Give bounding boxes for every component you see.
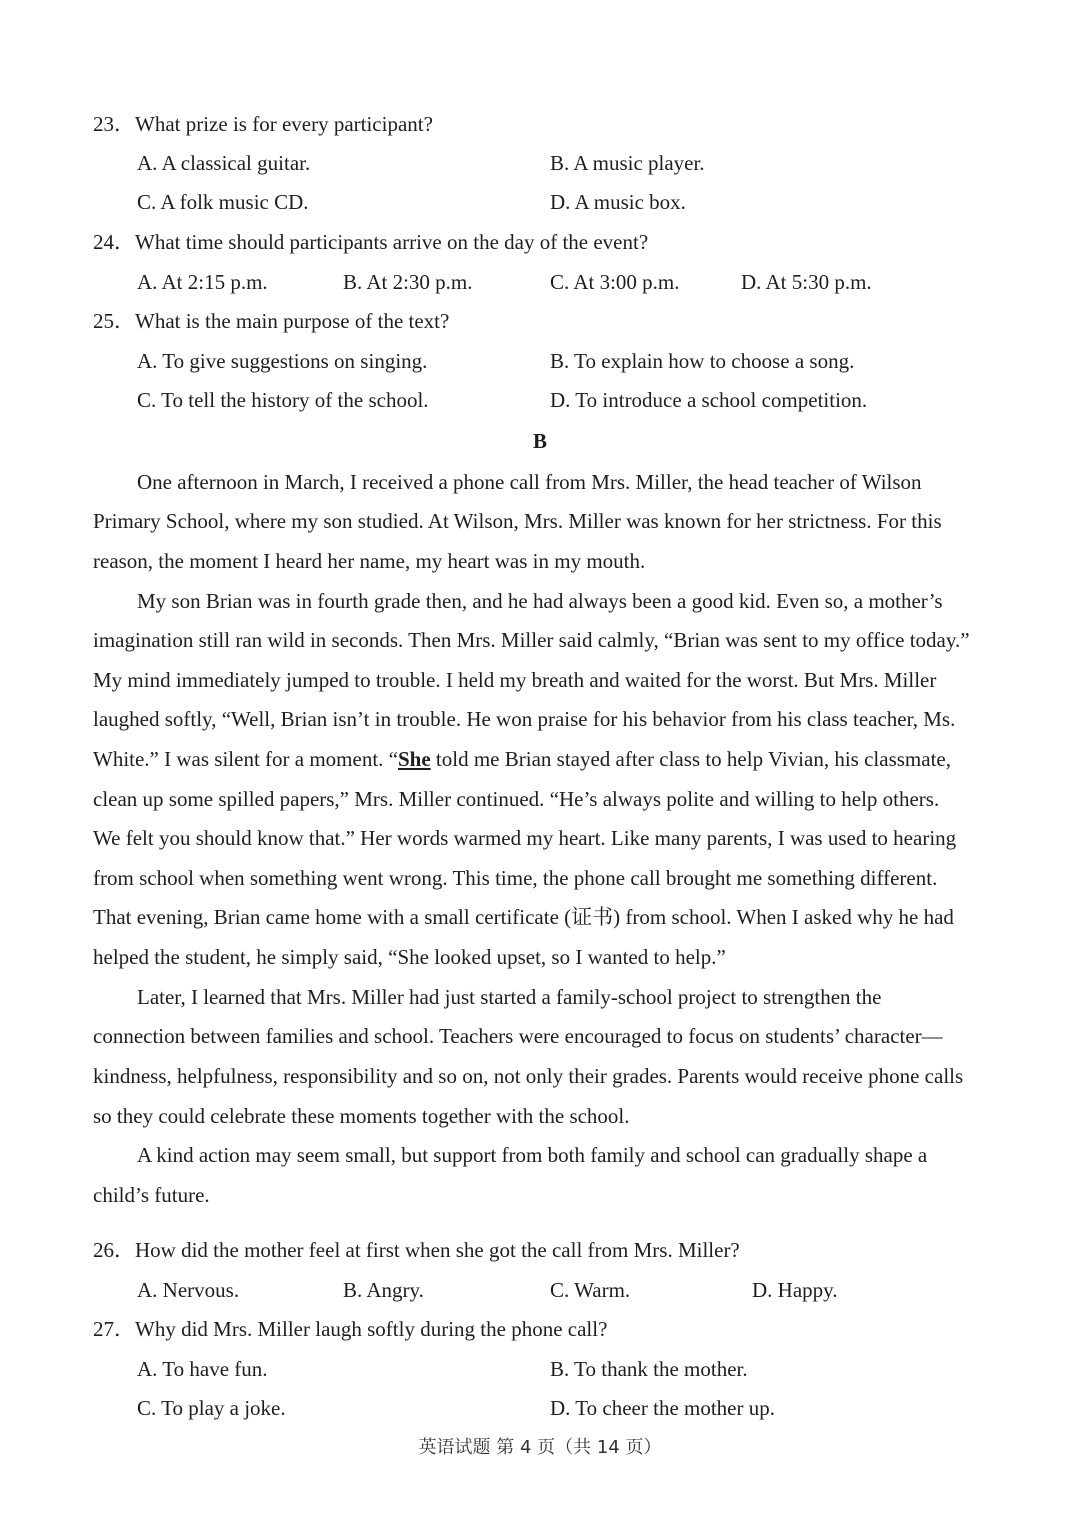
passage-line — [93, 628, 988, 652]
question-26-option-d: D. Happy. — [752, 1278, 838, 1302]
passage-text: kindness, helpfulness, responsibility and so on, not only their grades. Parents would receive phone calls — [93, 1064, 964, 1088]
passage-line — [93, 1024, 988, 1048]
passage-line — [137, 589, 988, 613]
question-26-option-c: C. Warm. — [550, 1278, 631, 1302]
passage-text: One afternoon in March, I received a phone call from Mrs. Miller, the head teacher of Wilson — [137, 470, 922, 494]
question-23-option-d: D. A music box. — [550, 190, 686, 214]
passage-line: so they could celebrate these moments together with the school. — [93, 1104, 630, 1128]
question-27-stem: 27．Why did Mrs. Miller laugh softly during the phone call? — [93, 1317, 608, 1341]
question-23-option-b: B. A music player. — [550, 151, 705, 175]
passage-line — [93, 905, 988, 929]
passage-line — [137, 985, 988, 1009]
question-27-option-a: A. To have fun. — [137, 1357, 268, 1381]
passage-text: laughed softly, “Well, Brian isn’t in trouble. He won praise for his behavior from his class teacher, Ms. — [93, 707, 956, 731]
question-26-option-b: B. Angry. — [343, 1278, 424, 1302]
passage-text: That evening, Brian came home with a small certificate (证书) from school. When I asked why he had — [93, 905, 954, 929]
passage-text: told me Brian stayed after class to help Vivian, his classmate, — [430, 747, 951, 771]
passage-line: child’s future. — [93, 1183, 210, 1207]
passage-line — [93, 1064, 988, 1088]
question-23-option-a: A. A classical guitar. — [137, 151, 311, 175]
question-25-stem: 25．What is the main purpose of the text? — [93, 309, 450, 333]
passage-text: White.” I was silent for a moment. “ — [93, 747, 398, 771]
passage-line — [93, 826, 988, 850]
question-23-option-c: C. A folk music CD. — [137, 190, 309, 214]
passage-line — [93, 668, 988, 692]
passage-line — [93, 747, 988, 771]
question-25-option-a: A. To give suggestions on singing. — [137, 349, 428, 373]
passage-text: Later, I learned that Mrs. Miller had just started a family-school project to strengthen the — [137, 985, 882, 1009]
question-23-stem: 23．What prize is for every participant? — [93, 112, 433, 136]
question-26-stem: 26．How did the mother feel at first when she got the call from Mrs. Miller? — [93, 1238, 740, 1262]
passage-line — [137, 470, 988, 494]
passage-line — [93, 787, 988, 811]
question-24-option-a: A. At 2:15 p.m. — [137, 270, 268, 294]
question-26-option-a: A. Nervous. — [137, 1278, 240, 1302]
passage-line — [137, 1143, 988, 1167]
passage-text: My mind immediately jumped to trouble. I held my breath and waited for the worst. But Mrs. Miller — [93, 668, 937, 692]
passage-text: We felt you should know that.” Her words warmed my heart. Like many parents, I was used to hearing — [93, 826, 957, 850]
passage-line — [93, 707, 988, 731]
question-27-option-c: C. To play a joke. — [137, 1396, 286, 1420]
question-24-option-c: C. At 3:00 p.m. — [550, 270, 680, 294]
question-27-option-b: B. To thank the mother. — [550, 1357, 748, 1381]
page-footer: 英语试题 第 4 页（共 14 页） — [418, 1437, 662, 1458]
section-heading: B — [532, 429, 547, 453]
question-25-option-b: B. To explain how to choose a song. — [550, 349, 855, 373]
passage-line — [93, 509, 988, 533]
question-25-option-d: D. To introduce a school competition. — [550, 388, 868, 412]
question-25-option-c: C. To tell the history of the school. — [137, 388, 429, 412]
passage-text: A kind action may seem small, but support from both family and school can gradually shape a — [137, 1143, 928, 1167]
underlined-word-she: She — [397, 747, 431, 771]
question-27-option-d: D. To cheer the mother up. — [550, 1396, 775, 1420]
passage-text: My son Brian was in fourth grade then, and he had always been a good kid. Even so, a mother’s — [137, 589, 943, 613]
passage-line: from school when something went wrong. This time, the phone call brought me something different. — [93, 866, 938, 890]
passage-text: clean up some spilled papers,” Mrs. Miller continued. “He’s always polite and willing to help others. — [93, 787, 940, 811]
question-24-option-d: D. At 5:30 p.m. — [741, 270, 872, 294]
question-24-stem: 24．What time should participants arrive on the day of the event? — [93, 230, 649, 254]
passage-line: reason, the moment I heard her name, my heart was in my mouth. — [93, 549, 646, 573]
passage-text: connection between families and school. Teachers were encouraged to focus on students’ character— — [93, 1024, 943, 1048]
passage-line: helped the student, he simply said, “She looked upset, so I wanted to help.” — [93, 945, 726, 969]
question-24-option-b: B. At 2:30 p.m. — [343, 270, 473, 294]
passage-text: imagination still ran wild in seconds. Then Mrs. Miller said calmly, “Brian was sent to my office today.” — [93, 628, 970, 652]
passage-text: Primary School, where my son studied. At Wilson, Mrs. Miller was known for her strictness. For this — [93, 509, 942, 533]
